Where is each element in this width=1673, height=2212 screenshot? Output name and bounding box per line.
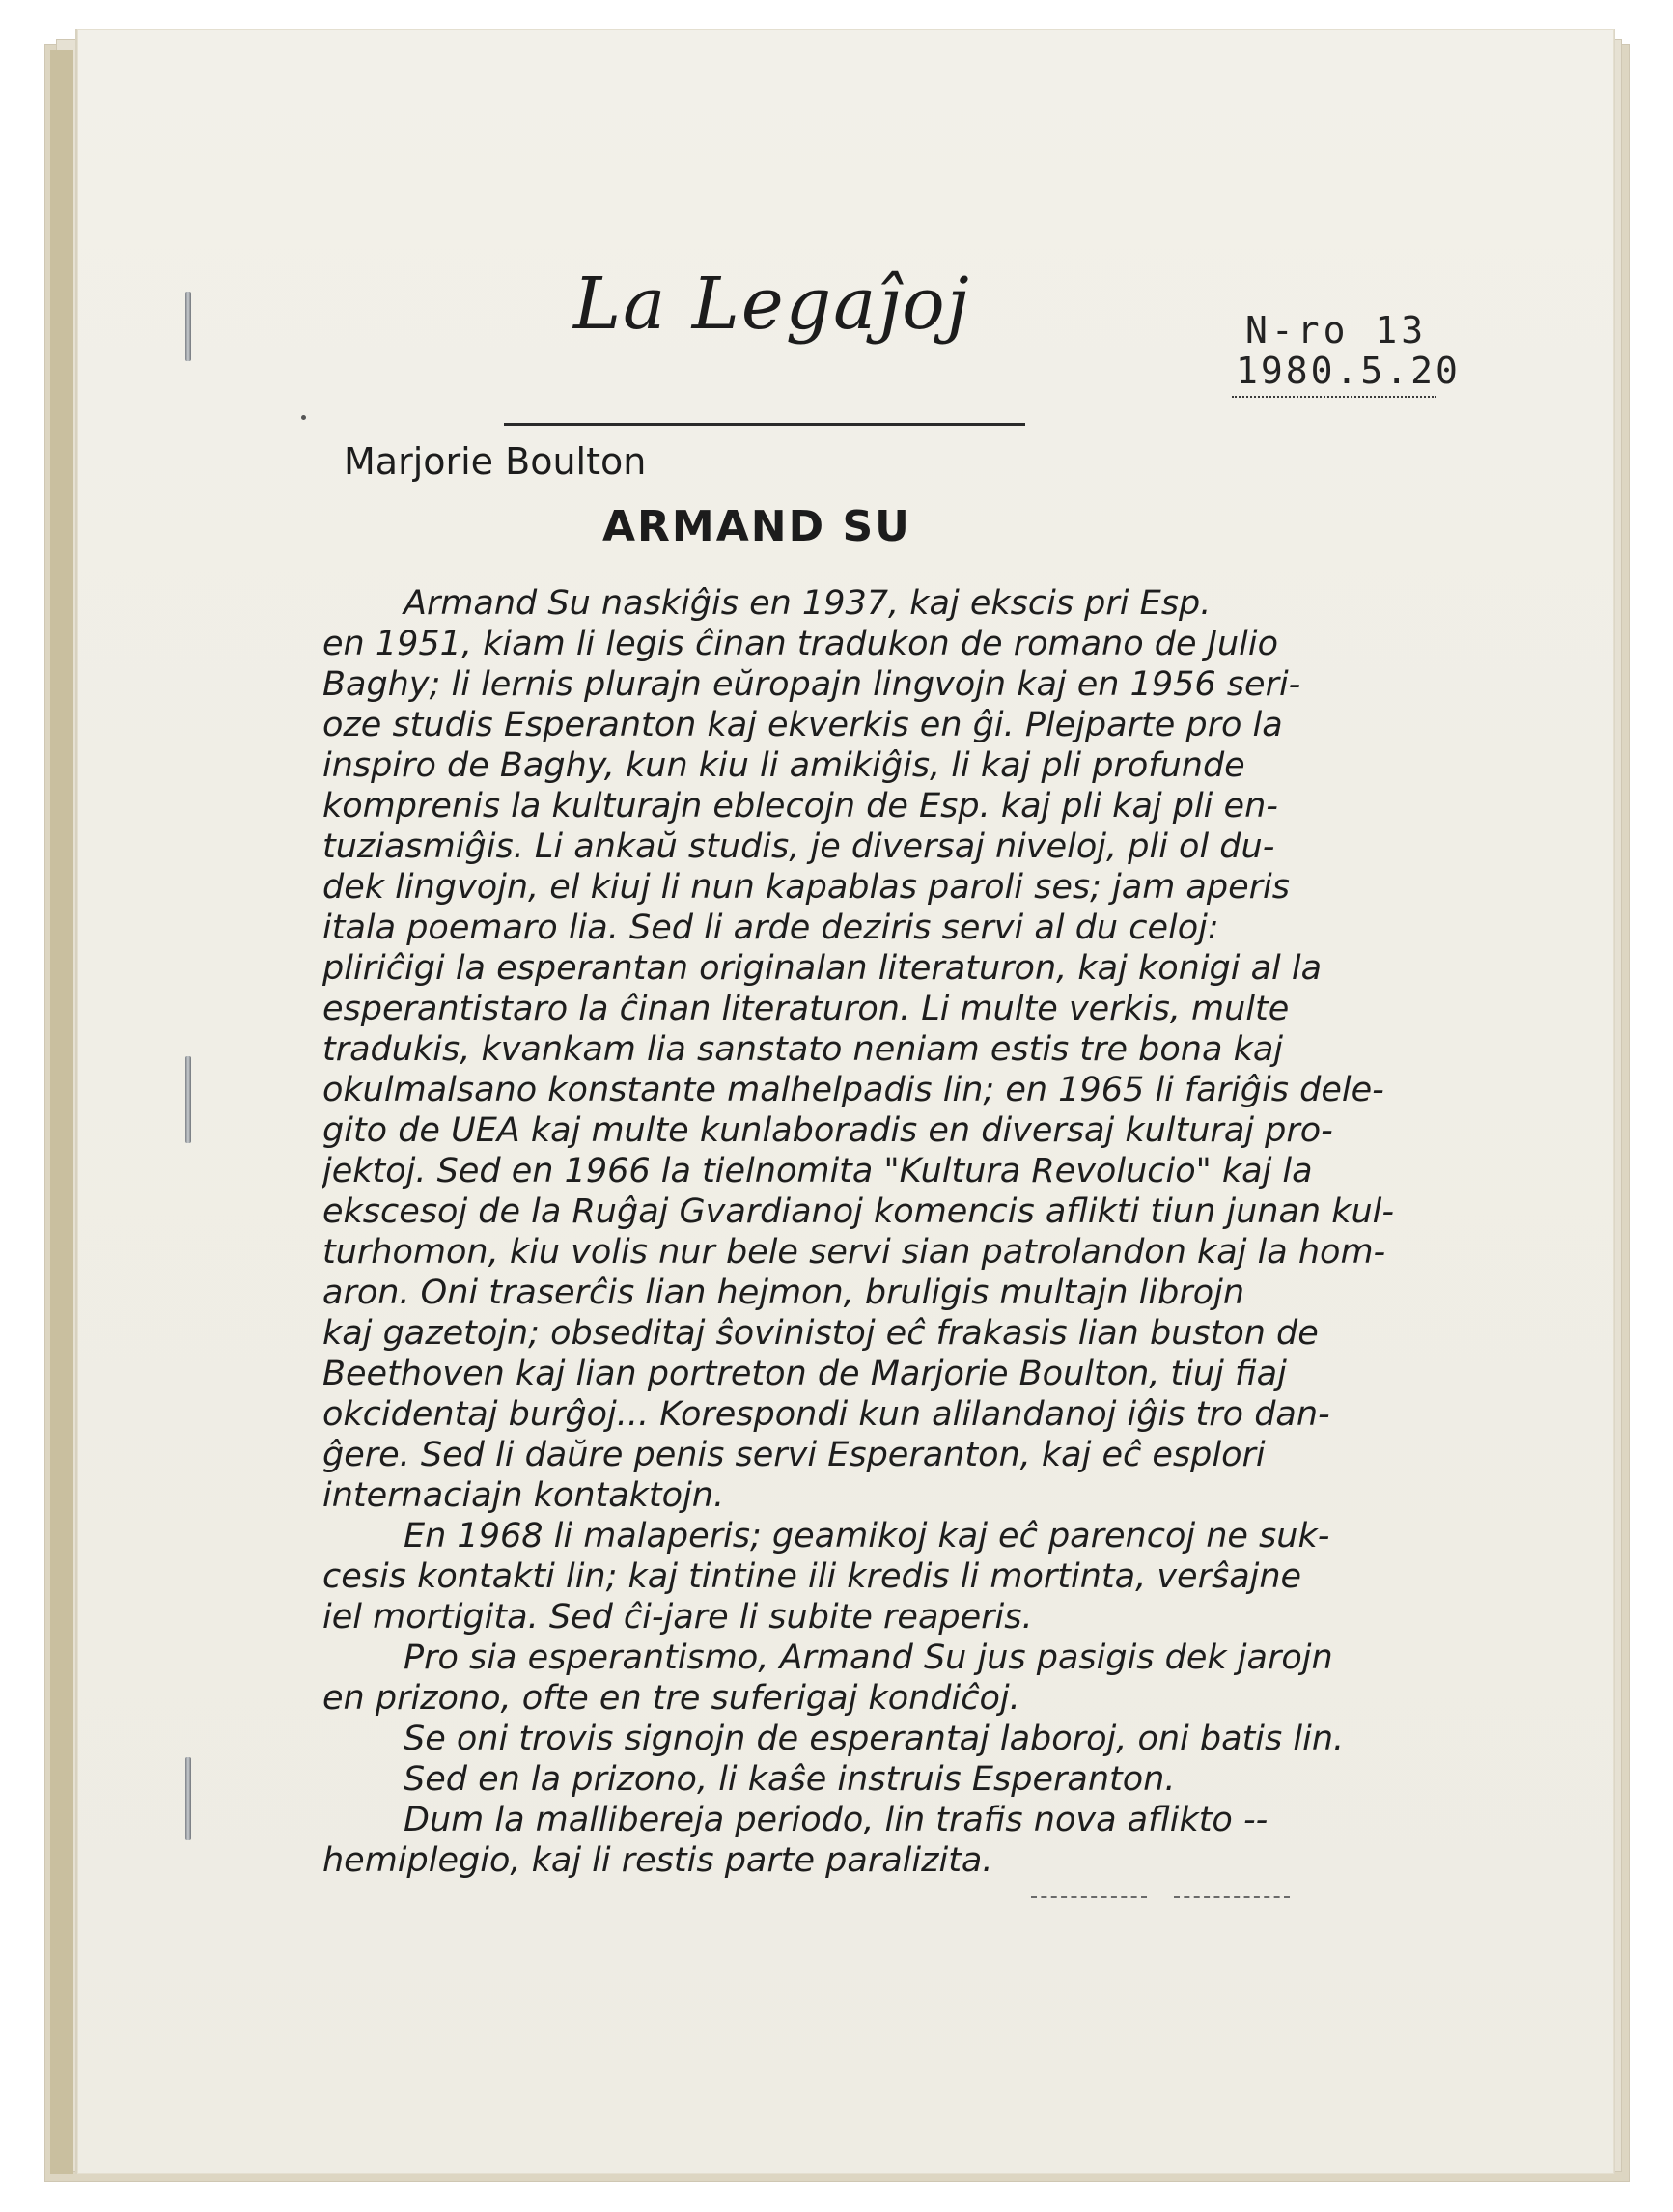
title-rule: [504, 423, 1025, 426]
body-line: tradukis, kvankam lia sanstato neniam estis tre bona kaj: [322, 1030, 1284, 1069]
body-line: inspiro de Baghy, kun kiu li amikiĝis, li kaj pli profunde: [322, 746, 1245, 785]
article-body: [322, 583, 1462, 1881]
body-line: jektoj. Sed en 1966 la tielnomita "Kultura Revolucio" kaj la: [322, 1152, 1313, 1190]
body-line: Se oni trovis signojn de esperantaj laboroj, oni batis lin.: [404, 1720, 1345, 1758]
body-line: turhomon, kiu volis nur bele servi sian patrolandon kaj la hom-: [322, 1233, 1386, 1272]
end-rule: [1031, 1896, 1147, 1898]
body-line: Pro sia esperantismo, Armand Su jus pasigis dek jarojn: [404, 1638, 1333, 1677]
article-heading: ARMAND SU: [602, 502, 911, 551]
body-line: gito de UEA kaj multe kunlaboradis en diversaj kulturaj pro-: [322, 1111, 1333, 1150]
body-line: ekscesoj de la Ruĝaj Gvardianoj komencis aflikti tiun junan kul-: [322, 1192, 1395, 1231]
article-author: Marjorie Boulton: [344, 440, 647, 483]
staple: [185, 1056, 191, 1143]
date-underline: [1232, 396, 1436, 398]
issue-number: N-ro 13: [1245, 309, 1428, 351]
body-line: oze studis Esperanton kaj ekverkis en ĝi. Plejparte pro la: [322, 706, 1283, 744]
body-line: tuziasmiĝis. Li ankaŭ studis, je diversaj niveloj, pli ol du-: [322, 827, 1275, 866]
page-title: La Legaĵoj: [573, 263, 971, 346]
body-line: Baghy; li lernis plurajn eŭropajn lingvojn kaj en 1956 seri-: [322, 665, 1301, 704]
body-line: aron. Oni traserĉis lian hejmon, bruligis multajn librojn: [322, 1274, 1245, 1312]
body-line: esperantistaro la ĉinan literaturon. Li multe verkis, multe: [322, 990, 1290, 1028]
body-line: kaj gazetojn; obseditaj ŝovinistoj eĉ frakasis lian buston de: [322, 1314, 1319, 1353]
body-line: En 1968 li malaperis; geamikoj kaj eĉ parencoj ne suk-: [404, 1517, 1330, 1555]
body-line: Beethoven kaj lian portreton de Marjorie Boulton, tiuj fiaj: [322, 1355, 1287, 1393]
body-line: hemiplegio, kaj li restis parte paralizita.: [322, 1841, 993, 1880]
end-rule: [1174, 1896, 1290, 1898]
ink-speck: [301, 415, 306, 420]
body-line: komprenis la kulturajn eblecojn de Esp. kaj pli kaj pli en-: [322, 787, 1278, 826]
binding-edge: [50, 50, 73, 2174]
body-line: ĝere. Sed li daŭre penis servi Esperanton, kaj eĉ esplori: [322, 1436, 1266, 1474]
issue-date: 1980.5.20: [1236, 350, 1461, 392]
body-line: pliriĉigi la esperantan originalan literaturon, kaj konigi al la: [322, 949, 1323, 988]
body-line: cesis kontakti lin; kaj tintine ili kredis li mortinta, verŝajne: [322, 1557, 1302, 1596]
body-line: okulmalsano konstante malhelpadis lin; en 1965 li fariĝis dele-: [322, 1071, 1384, 1109]
body-line: internaciajn kontaktojn.: [322, 1476, 725, 1515]
body-line: en 1951, kiam li legis ĉinan tradukon de romano de Julio: [322, 625, 1278, 663]
body-line: Sed en la prizono, li kaŝe instruis Esperanton.: [404, 1760, 1176, 1799]
body-line: iel mortigita. Sed ĉi-jare li subite reaperis.: [322, 1598, 1033, 1637]
body-line: dek lingvojn, el kiuj li nun kapablas paroli ses; jam aperis: [322, 868, 1290, 907]
staple: [185, 1757, 191, 1840]
body-line: okcidentaj burĝoj... Korespondi kun alilandanoj iĝis tro dan-: [322, 1395, 1330, 1434]
body-line: itala poemaro lia. Sed li arde deziris servi al du celoj:: [322, 909, 1219, 947]
body-line: Armand Su naskiĝis en 1937, kaj ekscis pri Esp.: [404, 584, 1212, 623]
body-line: Dum la mallibereja periodo, lin trafis nova aflikto --: [404, 1801, 1269, 1839]
body-line: en prizono, ofte en tre suferigaj kondiĉoj.: [322, 1679, 1020, 1718]
staple: [185, 292, 191, 361]
